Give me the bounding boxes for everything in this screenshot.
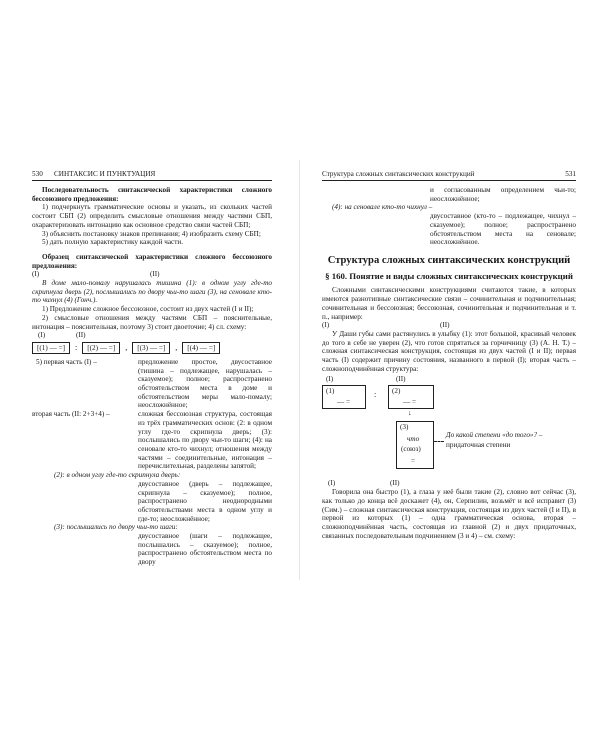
example-2: Говорила она быстро (1), а глаза у неё были такие (2), словно вот сейчас (3), как только до конца всё доскажет (4), он, Серпилин, возьмёт и всё исправит (3) (Сим.) – сложная синтаксическая конструкция, состоящая из двух частей (I и II), в первой из которых (1) – одна грамматическая основа, вторая – сложноподчинённая часть, состоящая из главной (2) и двух придаточных, связанных последовательным подчинением (3 и 4) – см. схему: [322,488,576,540]
diagram-box-2 [388,385,434,409]
diagram-box-1 [322,385,366,409]
left-header-rule [32,180,272,181]
part-1-value: предложение простое, двусоставное (тишина – подлежащее, нарушалась – сказуемое); полное; распространено обстоятельством места в доме и обстоятельством меры мало-помалу; неосложнённое; [138,357,272,410]
box-3-symbol: = [411,457,416,466]
box-1-number: (1) [326,387,335,396]
sbp-schema [32,342,272,354]
sub-2-value: двусоставное (дверь – подлежащее, скрипнула – сказуемое); полное, распространено неоднородными обстоятельствами места в одном углу и где-то; неосложнённое; [138,479,272,523]
left-page-body [32,186,272,567]
diagram-box-3 [396,421,434,469]
analysis-2: 2) смысловые отношения между частями СБП – пояснительные, интонация – пояснительная, поэтому 3) стоит двоеточие; 4) сл. схему: [32,313,272,331]
box-3-kind: (союз) [401,445,421,454]
box-3-word: что [407,435,420,444]
part-1-description [32,358,272,410]
step-3-4: 3) объяснить постановку знаков препинания; 4) изобразить схему СБП; [42,229,261,238]
right-header-rule [322,180,576,181]
box-2-symbol: — = [403,398,417,407]
ex1-roman-2: (II) [440,321,450,330]
left-page-number: 530 [32,170,43,178]
roman-label-2: (II) [150,270,160,279]
sub-4-label: (4): на сеновале кто-то чихнул – [332,203,433,212]
diagram-roman-1: (I) [326,375,334,384]
diagram-question-note: придаточная степени [446,441,511,450]
schema-roman-row [32,331,272,340]
example-1: У Даши губы сами растянулись в улыбку (1): этот большой, красивый человек до того в себе не уверен (2), что готов спрятаться за горчичницу (3) (А. Н. Т.) – сложная синтаксическая конструкция, состоящая из двух частей (I и II); первая часть (I) содержит причину состояния, названного в первой (I); вторая часть – сложноподчинённая структура: [322,329,576,373]
right-page-number: 531 [565,170,576,178]
analysis-1: 1) Предложение сложное бессоюзное, состоит из двух частей (I и II); [42,305,254,314]
right-page [304,0,600,750]
example-roman-row [32,270,272,279]
ex1-roman-1: (I) [322,321,330,330]
sequence-heading: Последовательность синтаксической характеристики сложного бессоюзного предложения: [32,186,272,203]
diagram-arrow: ↓ [408,409,412,418]
ex2-roman-row [322,479,576,488]
intro-paragraph: Сложными синтаксическими конструкциями считаются такие, в которых имеются разнотипные синтаксические связи – сочинительная и подчинительная; сочинительная и бессоюзная; бессоюзная, сочинительная и подчинительная и т. п., например: [322,286,576,321]
sample-heading: Образец синтаксической характеристики сложного бессоюзного предложения: [32,252,272,270]
sub-2-row [32,480,272,524]
roman-label-1: (I) [32,270,40,279]
part-2-value: сложная бессоюзная структура, состоящая из трёх грамматических основ: (2: в одном углу где-то скрипнула дверь; (3): послышались по двору чьи-то шаги; (4): на сеновале кто-то чихнул; отношения между частями – соединительные, интонация – перечислительная, разделены запятой; [138,410,272,471]
ex1-roman-row [322,321,576,330]
right-running-header [322,170,576,178]
part-1-label: 5) первая часть (I) – [36,357,97,366]
structure-diagram [322,375,576,475]
diagram-dash [434,441,444,442]
sub-3-row [32,532,272,567]
part-2-label: вторая часть (II: 2+3+4) – [32,410,110,419]
part-2-description [32,410,272,471]
right-running-title: Структура сложных синтаксических конструкций [322,170,475,178]
box-1-symbol: — = [337,398,351,407]
sub-4-value: двусоставное (кто-то – подлежащее, чихнул – сказуемое); полное; распространено обстоятельством места на сеновале; неосложнённое. [430,212,576,247]
continuation-row [322,186,576,203]
schema-roman-1: (I) [38,331,46,340]
diagram-roman-2: (II) [396,375,406,384]
page-gutter [299,160,300,580]
step-1-2: 1) подчеркнуть грамматические основы и указать, из скольких частей состоит СБП (2) определить смысловые отношения между частями СБП, охарактеризовать интонацию как основное средство связи частей СБП; [32,203,272,229]
section-heading: § 160. Понятие и виды сложных синтаксических конструкций [325,271,573,282]
right-page-body [322,186,576,540]
continuation-text: и согласованным определением чьи-то; неосложнённое; [430,186,576,203]
diagram-question: До какой степени «до того»? – [446,431,543,440]
schema-comma-1: , [125,342,128,352]
sub-2-label: (2): в одном углу где-то скрипнула дверь: [54,471,181,480]
ex2-roman-1: (I) [328,479,336,488]
sub-4-row [322,212,576,247]
chapter-heading: Структура сложных синтаксических конструкций [327,254,571,266]
schema-comma-2: , [175,342,178,352]
left-running-title: СИНТАКСИС И ПУНКТУАЦИЯ [54,170,156,178]
ex2-roman-2: (II) [390,479,400,488]
box-3-number: (3) [400,423,409,432]
example-sentence: В доме мало-помалу нарушалась тишина (1): в одном углу где-то скрипнула дверь (2), послышались по двору чьи-то шаги (3), на сеновале кто-то чихнул (4) (Гонч.). [32,279,272,305]
left-running-header [32,170,272,178]
diagram-colon: : [374,390,377,400]
schema-box-2: [(2) — =] [82,342,120,354]
schema-box-1: [(1) — =] [32,342,70,354]
box-2-number: (2) [392,387,401,396]
left-page [0,0,296,750]
sub-3-value: двусоставное (шаги – подлежащее, послышались – сказуемое); полное, распространено обстоятельством места по двору [138,532,272,567]
schema-box-3: [(3) — =] [132,342,170,354]
sub-3-label: (3): послышались по двору чьи-то шаги: [54,523,178,532]
step-5: 5) дать полную характеристику каждой части. [42,238,184,247]
schema-box-4: [(4) — =] [182,342,220,354]
schema-colon: : [75,342,78,352]
schema-roman-2: (II) [76,331,86,340]
